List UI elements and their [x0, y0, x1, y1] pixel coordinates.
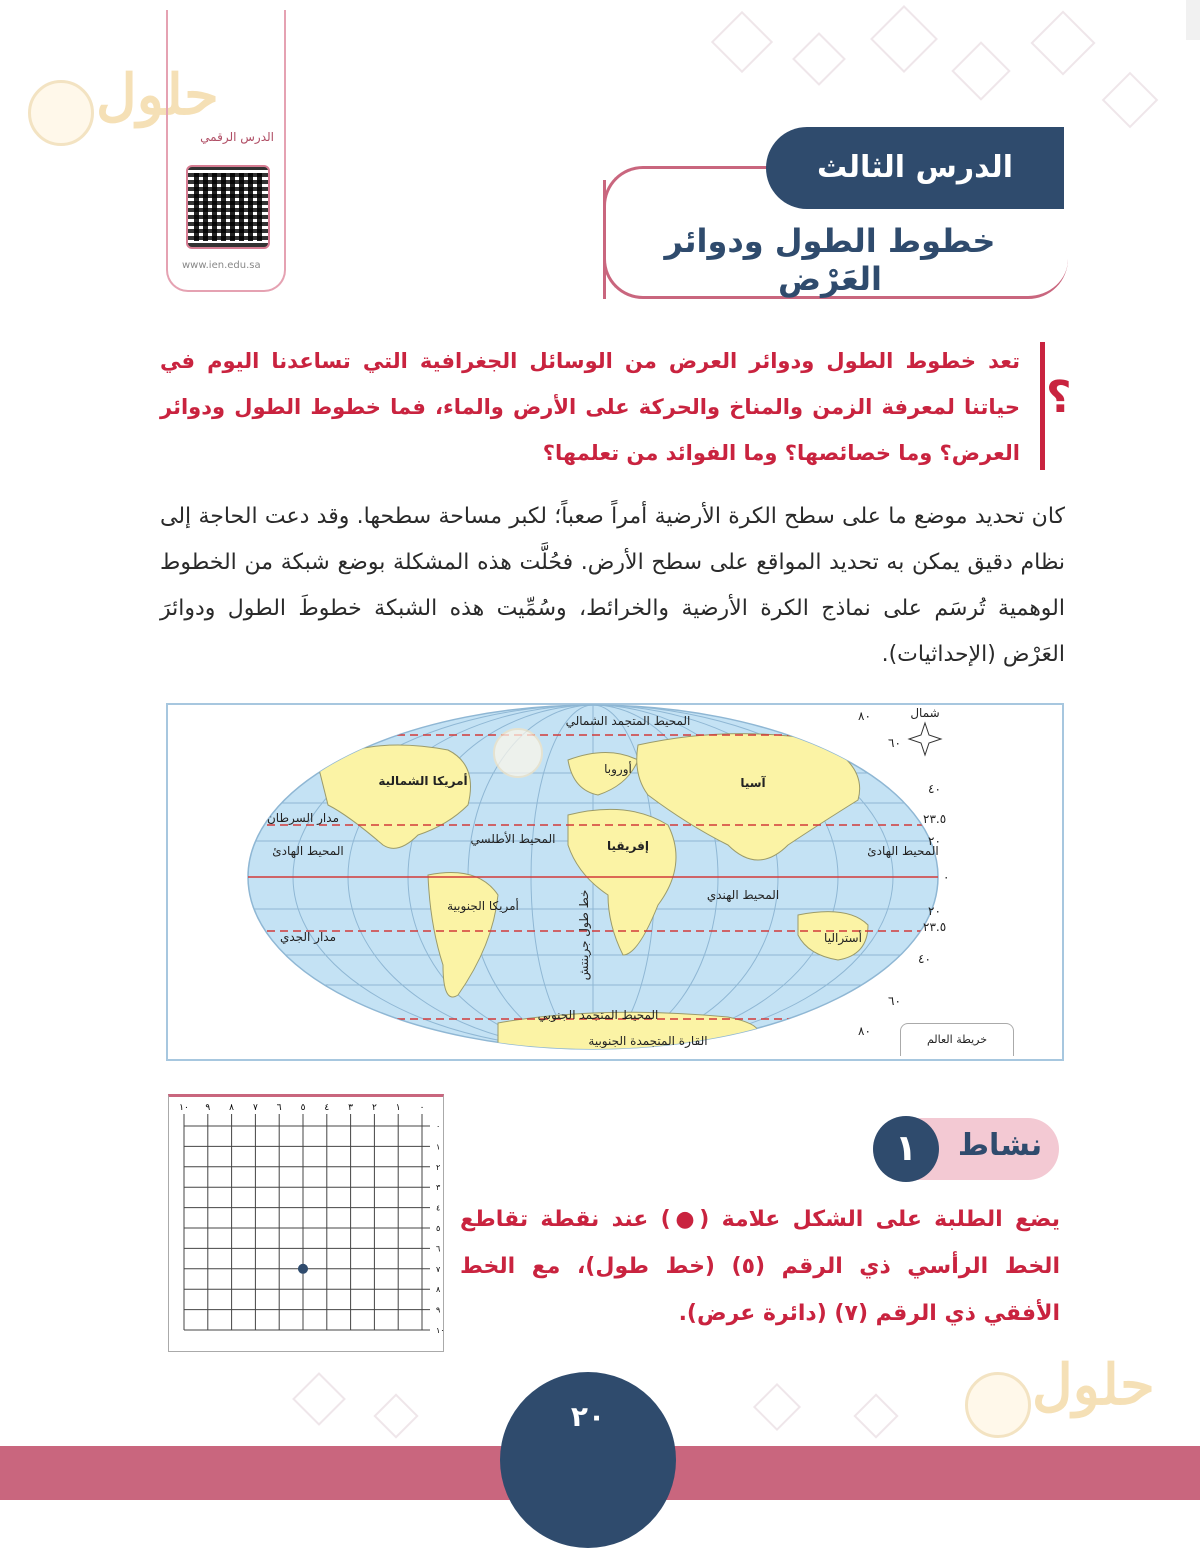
lat-label: ٤٠	[918, 952, 931, 966]
grid-side-label: ٥	[436, 1224, 441, 1233]
lat-label: ٠	[943, 870, 950, 884]
decor-diamond	[292, 1372, 346, 1426]
grid-top-label: ٥	[300, 1103, 306, 1113]
decor-diamond	[753, 1383, 801, 1431]
watermark-logo-icon	[965, 1372, 1031, 1438]
lat-label: ٢٠	[928, 904, 941, 918]
label-south-america: أمريكا الجنوبية	[447, 899, 519, 913]
grid-side-label: ٢	[436, 1162, 441, 1172]
grid-side-label: ٩	[436, 1305, 441, 1315]
lat-label: ٨٠	[858, 1024, 871, 1038]
label-southern-ocean: المحيط المتجمد الجنوبي	[537, 1008, 659, 1022]
label-atlantic-ocean: المحيط الأطلسي	[470, 832, 556, 846]
decor-diamond	[373, 1393, 418, 1438]
grid-top-label: ٦	[276, 1103, 282, 1113]
lat-label: ٦٠	[888, 994, 901, 1008]
qr-label: الدرس الرقمي	[200, 130, 274, 144]
decor-diamond	[711, 11, 773, 73]
label-asia: آسيا	[740, 776, 766, 790]
grid-point-marker	[298, 1264, 308, 1274]
intro-bar	[1040, 342, 1045, 470]
watermark-logo-icon	[28, 80, 94, 146]
decor-diamond	[951, 41, 1010, 100]
decor-diamond	[792, 32, 846, 86]
qr-code-icon[interactable]	[186, 165, 270, 249]
lat-label: ٤٠	[928, 782, 941, 796]
grid-top-label: ٤	[324, 1103, 330, 1113]
world-map	[168, 705, 1058, 1055]
lat-label: ٢٠	[928, 834, 941, 848]
grid-side-label: ١	[436, 1142, 441, 1152]
decor-diamond	[1030, 10, 1095, 75]
page-edge	[1186, 0, 1200, 40]
lat-label: ٢٣.٥	[923, 920, 947, 934]
grid-top-label: ٧	[252, 1103, 258, 1113]
grid-side-label: ٧	[436, 1264, 441, 1274]
grid-side-label: ٦	[436, 1244, 441, 1254]
grid-top-label: ٢	[371, 1103, 377, 1113]
label-europe: أوروبا	[604, 762, 632, 776]
grid-lines	[184, 1114, 430, 1330]
grid-top-label: ٨	[229, 1103, 235, 1113]
qr-url[interactable]: www.ien.edu.sa	[182, 260, 261, 271]
grid-side-label: ١٠	[436, 1326, 445, 1335]
activity-text: يضع الطلبة على الشكل علامة (●) عند نقطة تقاطع الخط الرأسي ذي الرقم (٥) (خط طول)، مع الخط الأفقي ذي الرقم (٧) (دائرة عرض).	[460, 1207, 1060, 1326]
qr-card[interactable]	[166, 10, 286, 292]
body-paragraph: كان تحديد موضع ما على سطح الكرة الأرضية أمراً صعباً؛ لكبر مساحة سطحها. وقد دعت الحاجة إلى نظام دقيق يمكن به تحديد المواقع على سطح الأرض. فحُلَّت هذه المشكلة بوضع شبكة من الخطوط الوهمية تُرسَم على نماذج الكرة الأرضية والخرائط، وسُمِّيت هذه الشبكة خطوطَ الطول ودوائرَ العَرْض (الإحداثيات).	[160, 504, 1065, 667]
grid-side-label: ٨	[436, 1285, 441, 1295]
map-caption: خريطة العالم	[900, 1023, 1014, 1056]
compass-label: شمال	[910, 706, 940, 720]
lat-label: ٦٠	[888, 736, 901, 750]
watermark-text: حلول	[96, 62, 219, 128]
grid-side-label: ٠	[436, 1122, 441, 1131]
label-africa: إفريقيا	[607, 839, 649, 853]
grid-top-label: ٠	[419, 1103, 425, 1113]
page-number: ٢٠	[570, 1400, 606, 1433]
decor-diamond	[870, 5, 938, 73]
grid-top-label: ٩	[205, 1103, 211, 1113]
label-australia: أستراليا	[824, 931, 862, 945]
watermark-logo-icon	[494, 729, 542, 777]
label-north-america: أمريكا الشمالية	[378, 774, 468, 788]
lesson-title: خطوط الطول ودوائر العَرْض	[664, 222, 996, 298]
compass-icon	[909, 706, 941, 755]
label-indian-ocean: المحيط الهندي	[706, 888, 780, 902]
label-tropic-cancer: مدار السرطان	[266, 811, 340, 825]
grid-side-label: ٤	[436, 1203, 441, 1213]
grid-top-label: ٣	[348, 1103, 354, 1113]
decor-diamond	[1102, 72, 1159, 129]
label-arctic-ocean: المحيط المتجمد الشمالي	[565, 714, 691, 728]
intro-question: تعد خطوط الطول ودوائر العرض من الوسائل الجغرافية التي تساعدنا اليوم في حياتنا لمعرفة الزمن والمناخ والحركة على الأرض والماء، فما خطوط الطول ودوائر العرض؟ وما خصائصها؟ وما الفوائد من تعلمها؟	[160, 349, 1020, 465]
activity-number: ١	[873, 1116, 939, 1182]
coordinate-grid	[168, 1094, 445, 1348]
lesson-number-tab: الدرس الثالث	[766, 127, 1064, 209]
watermark-text: حلول	[1032, 1352, 1155, 1418]
grid-top-label: ١٠	[179, 1103, 189, 1113]
label-pacific-left: المحيط الهادئ	[272, 844, 344, 858]
grid-side-label: ٣	[436, 1183, 441, 1193]
grid-top-label: ١	[395, 1103, 401, 1113]
page-number-circle	[500, 1372, 676, 1548]
lat-label: ٢٣.٥	[923, 812, 947, 826]
question-mark-icon: ؟	[1046, 372, 1072, 423]
label-tropic-capricorn: مدار الجدي	[279, 930, 337, 944]
label-pacific-right: المحيط الهادئ	[867, 844, 939, 858]
label-prime-meridian: خط طول جرينتش	[577, 889, 591, 981]
activity-label: نشاط	[957, 1128, 1043, 1163]
lat-label: ٨٠	[858, 709, 871, 723]
label-antarctica: القارة المتجمدة الجنوبية	[588, 1034, 708, 1048]
decor-diamond	[853, 1393, 898, 1438]
